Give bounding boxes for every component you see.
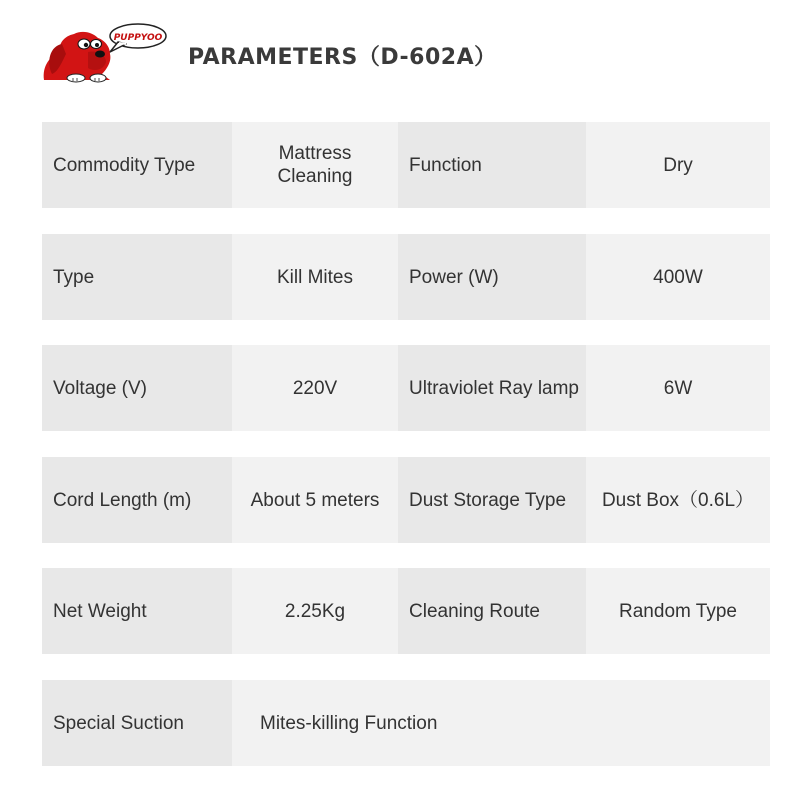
- param-value: Dry: [586, 122, 770, 208]
- param-label: Ultraviolet Ray lamp: [398, 345, 586, 431]
- param-label: Function: [398, 122, 586, 208]
- param-value: Dust Box（0.6L）: [586, 457, 770, 543]
- table-row: [42, 457, 770, 543]
- param-value: Kill Mites: [232, 234, 398, 320]
- param-value: Random Type: [586, 568, 770, 654]
- param-value: Mattress Cleaning: [232, 122, 398, 208]
- logo-text: PUPPYOO: [113, 33, 163, 43]
- param-value: About 5 meters: [232, 457, 398, 543]
- table-row: [42, 680, 770, 766]
- param-value: 2.25Kg: [232, 568, 398, 654]
- param-label: Cleaning Route: [398, 568, 586, 654]
- table-row: [42, 568, 770, 654]
- param-label: Net Weight: [42, 568, 232, 654]
- dog-mascot-icon: [40, 22, 168, 84]
- table-row: [42, 122, 770, 208]
- param-value: Mites-killing Function: [232, 680, 770, 766]
- param-value: 6W: [586, 345, 770, 431]
- param-value: 220V: [232, 345, 398, 431]
- page-title: PARAMETERS（D-602A）: [188, 45, 497, 70]
- param-label: Power (W): [398, 234, 586, 320]
- param-label: Cord Length (m): [42, 457, 232, 543]
- param-label: Type: [42, 234, 232, 320]
- param-value: 400W: [586, 234, 770, 320]
- param-label: Commodity Type: [42, 122, 232, 208]
- param-label: Special Suction: [42, 680, 232, 766]
- param-label: Voltage (V): [42, 345, 232, 431]
- table-row: [42, 234, 770, 320]
- table-row: [42, 345, 770, 431]
- brand-logo: [40, 22, 168, 84]
- param-label: Dust Storage Type: [398, 457, 586, 543]
